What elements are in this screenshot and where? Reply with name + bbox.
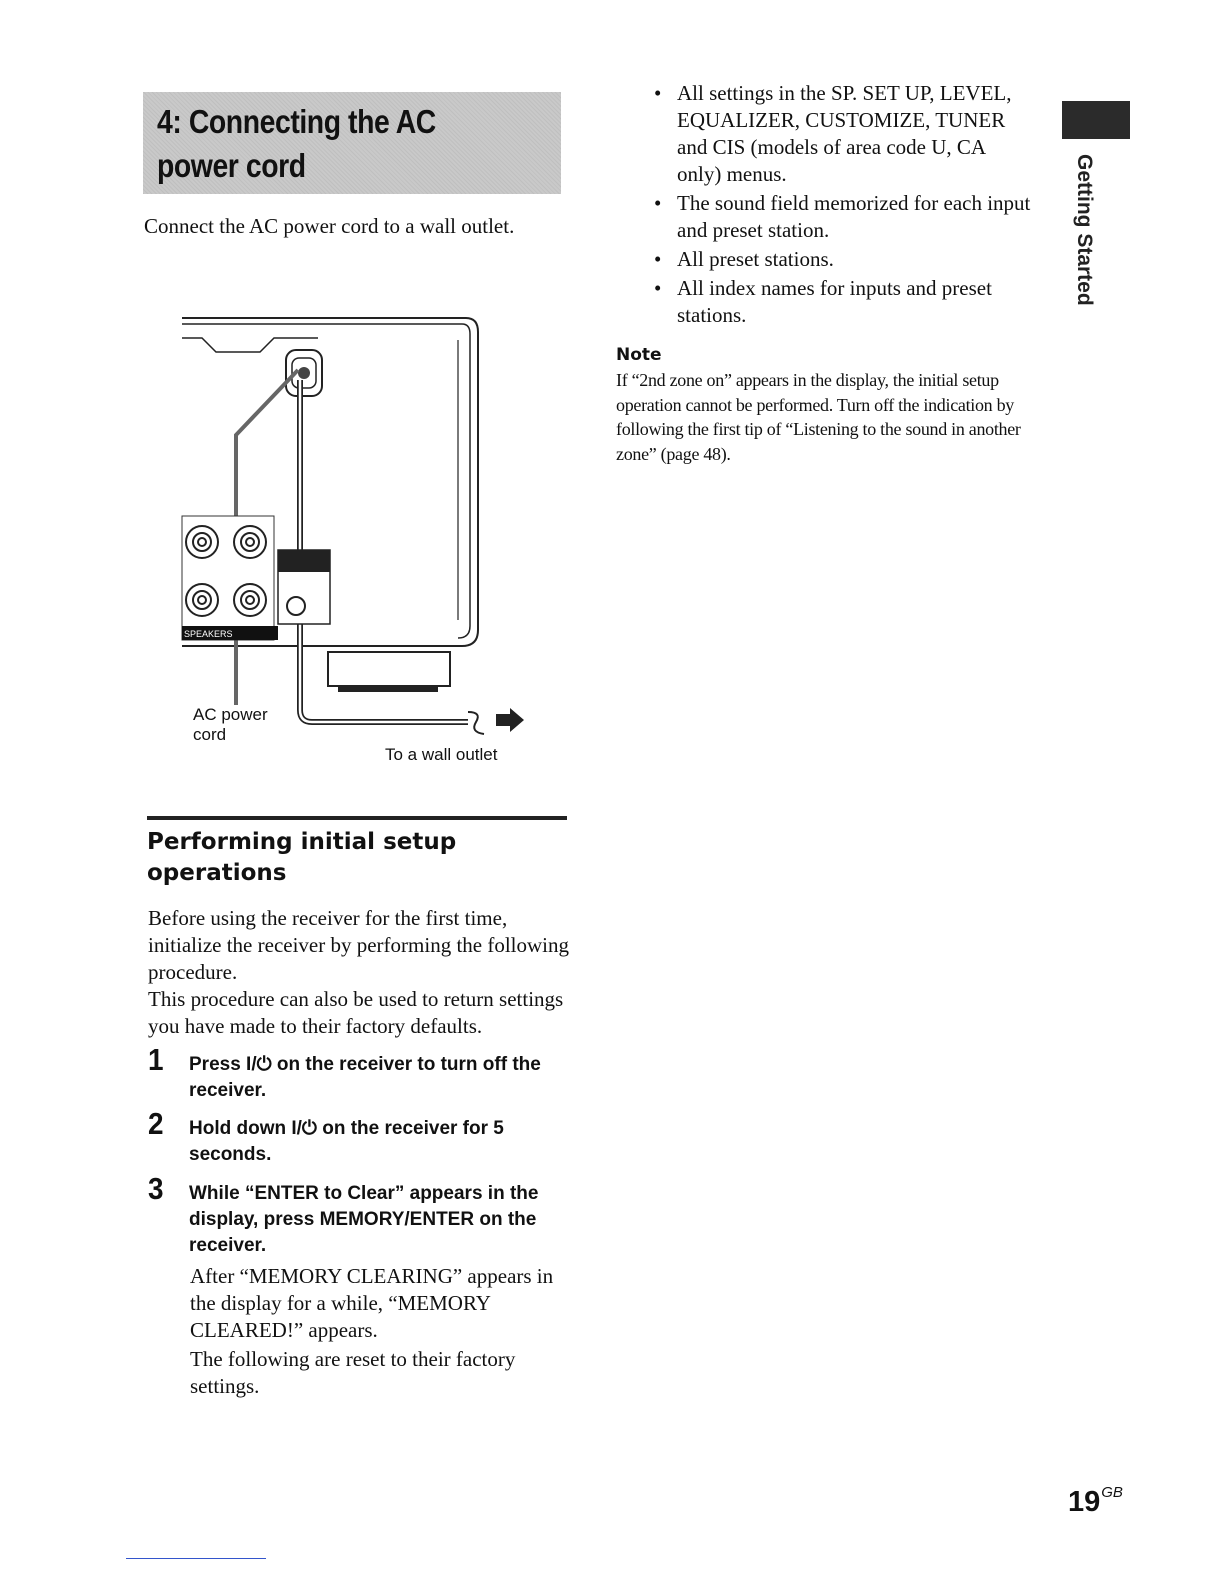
step-2-text: Hold down I/⏻ on the receiver for 5 seconds. [189,1118,504,1165]
chapter-tab-label [1066,154,1102,324]
page-number-value: 19 [1068,1486,1101,1518]
step-1-text: Press I/⏻ on the receiver to turn off the receiver. [189,1054,541,1101]
bullet-icon: • [654,81,662,105]
section-heading-line2: power cord [157,147,306,184]
ac-power-cord-label: AC power cord [193,705,268,744]
step-1-number: 1 [148,1042,164,1077]
bullet-icon: • [654,276,662,300]
page-number [1068,1473,1123,1522]
note-text: If “2nd zone on” appears in the display, the initial setup operation cannot be performed. Turn off the indication by following the first tip of “Listening to the sound in another zone” (page 48). [616,370,1021,464]
bullet-icon: • [654,191,662,215]
chapter-tab-text: Getting Started [1073,154,1096,306]
intro-text: Connect the AC power cord to a wall outlet. [144,214,515,238]
section-heading-line1: 4: Connecting the AC [157,103,436,140]
speakers-label: SPEAKERS [184,629,233,639]
step-3-body [190,1263,575,1402]
section-heading-banner [143,92,561,194]
list-item: • The sound field memorized for each input and preset station. [654,191,1031,242]
subsection-intro [148,905,578,1040]
section-heading [157,100,484,188]
list-item: • All index names for inputs and preset stations. [654,276,992,327]
list-item: • All preset stations. [654,247,834,271]
intro-paragraph-2: This procedure can also be used to return settings you have made to their factory defaults. [148,987,564,1038]
step-3-body-1: After “MEMORY CLEARING” appears in the display for a while, “MEMORY CLEARED!” appears. [190,1264,554,1342]
intro-paragraph-1: Before using the receiver for the first time, initialize the receiver by performing the following procedure. [148,906,570,984]
step-3-number: 3 [148,1171,164,1206]
section-rule [147,816,567,820]
subsection-title: Performing initial setup operations [147,829,457,886]
page-number-suffix: GB [1101,1484,1123,1501]
wall-outlet-label: To a wall outlet [385,745,498,764]
rear-panel-diagram [178,300,538,770]
list-item: • All settings in the SP. SET UP, LEVEL, EQUALIZER, CUSTOMIZE, TUNER and CIS (models of area code U, CA only) menus. [654,81,1012,186]
chapter-tab-marker [1062,101,1130,139]
bottom-underline [126,1558,266,1559]
step-2-number: 2 [148,1106,164,1141]
bullet-icon: • [654,247,662,271]
reset-items-list [654,80,1034,331]
step-3-text: While “ENTER to Clear” appears in the display, press MEMORY/ENTER on the receiver. [189,1183,539,1256]
note-heading: Note [616,345,662,365]
rear-panel-illustration [178,300,538,770]
step-3-body-2: The following are reset to their factory settings. [190,1347,516,1398]
